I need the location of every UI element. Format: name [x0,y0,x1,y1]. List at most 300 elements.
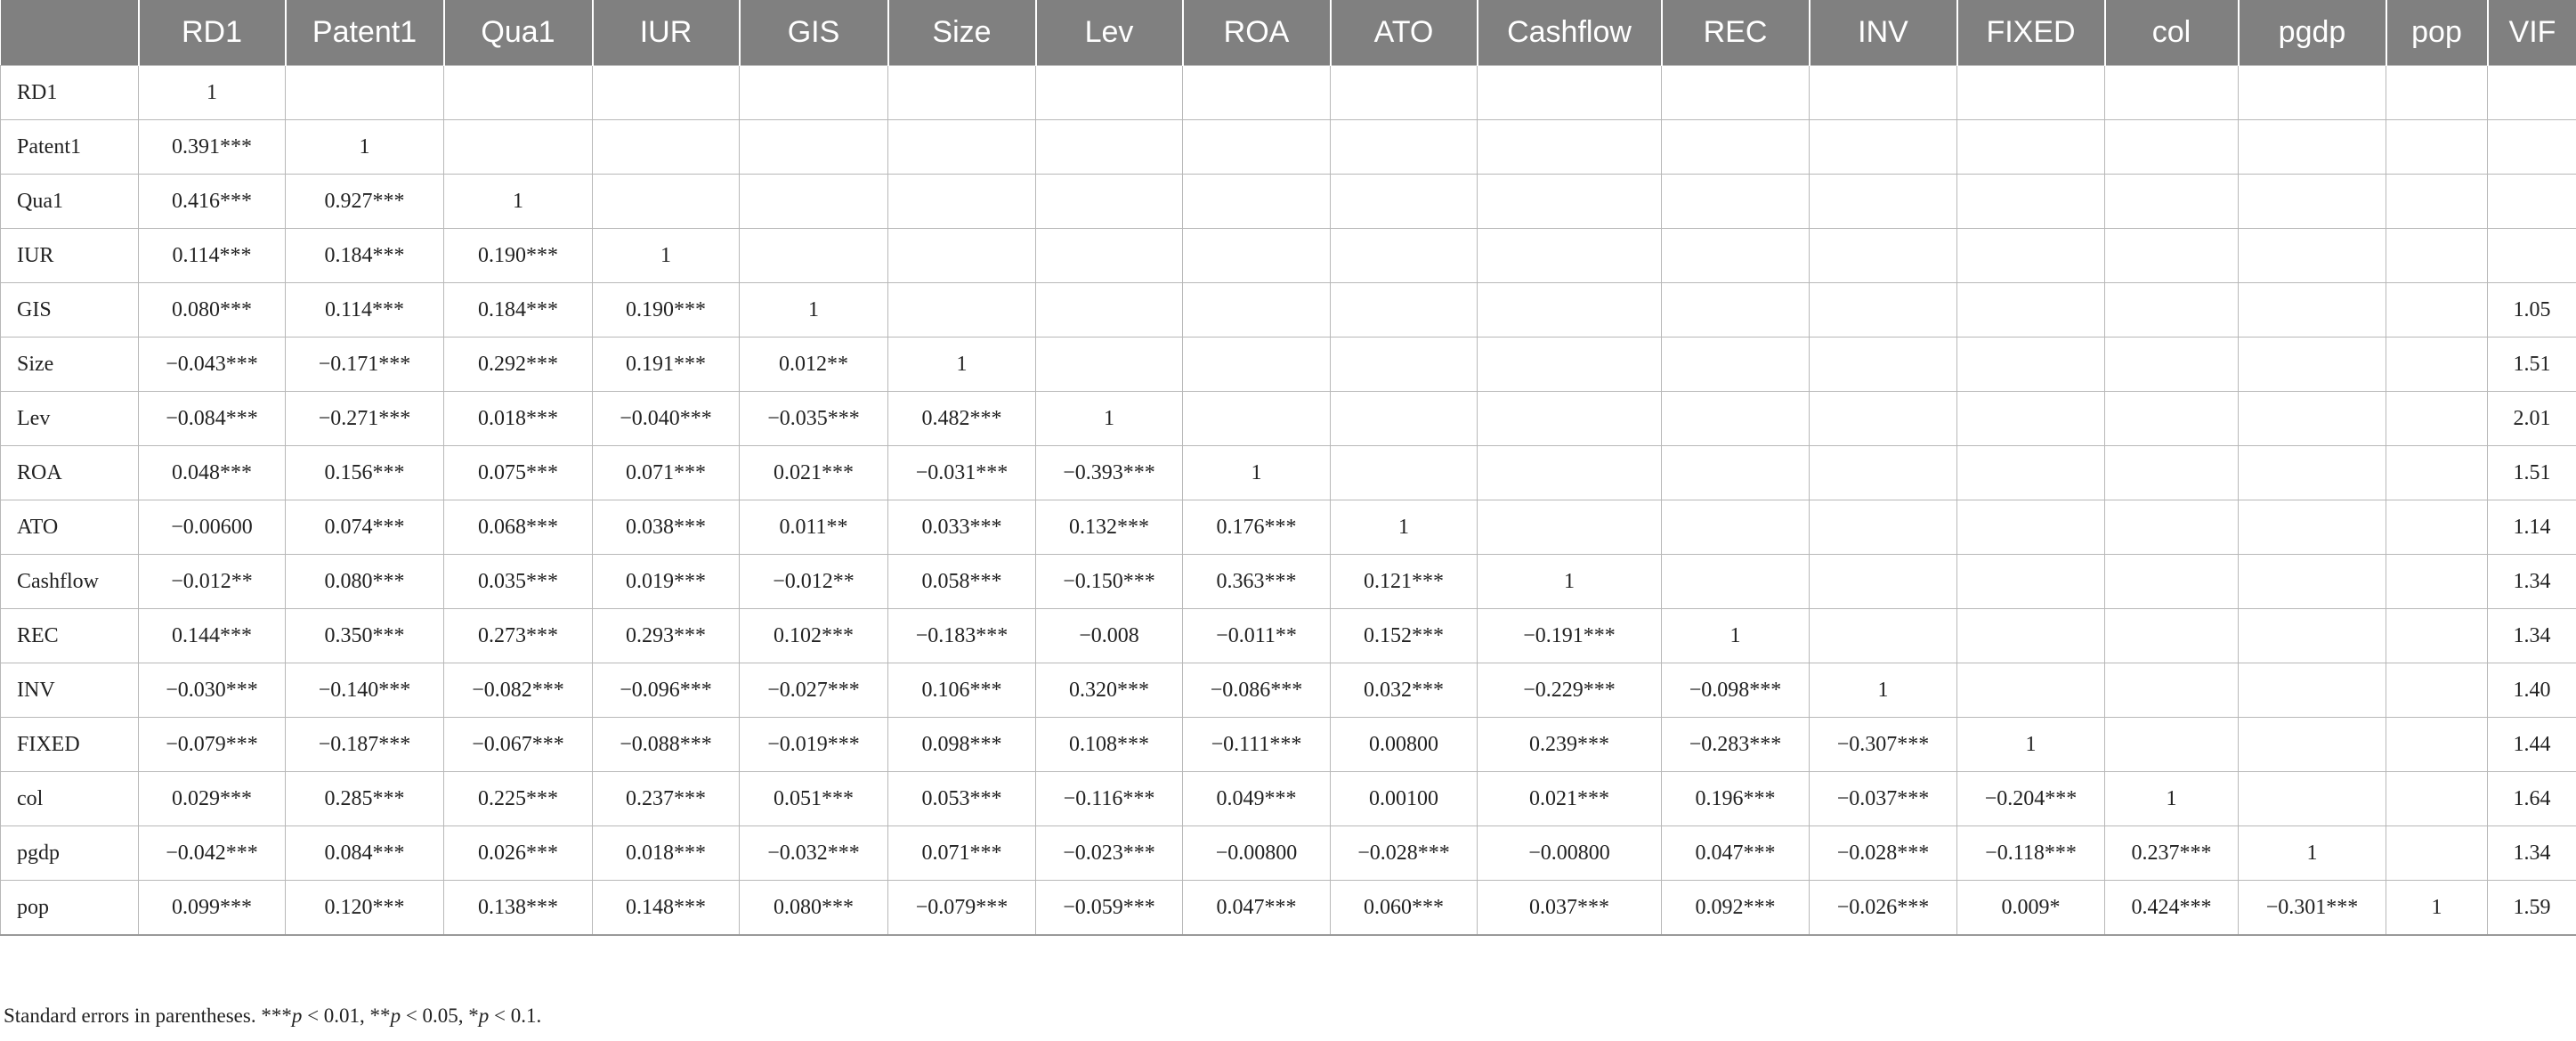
correlation-cell [2239,338,2386,392]
correlation-cell [1810,66,1957,120]
correlation-cell: 0.080*** [286,555,444,609]
correlation-cell: 0.00800 [1331,718,1478,772]
table-row [1,229,2576,283]
correlation-cell: 0.071*** [593,446,740,500]
vif-cell: 1.51 [2488,338,2576,392]
footnote-threshold-3: < 0.1. [489,1004,542,1027]
correlation-cell [2239,663,2386,718]
vif-cell: 1.51 [2488,446,2576,500]
correlation-cell: 0.047*** [1662,826,1810,881]
column-header: pop [2386,0,2488,66]
correlation-cell: −0.140*** [286,663,444,718]
correlation-cell [1331,338,1478,392]
correlation-cell [1957,500,2105,555]
correlation-cell: 0.032*** [1331,663,1478,718]
correlation-cell [1331,120,1478,175]
correlation-cell: 0.144*** [139,609,286,663]
correlation-cell: −0.171*** [286,338,444,392]
correlation-cell: 0.424*** [2105,881,2239,936]
correlation-cell: −0.035*** [740,392,888,446]
correlation-cell [2386,338,2488,392]
correlation-cell: 0.927*** [286,175,444,229]
vif-cell: 1.05 [2488,283,2576,338]
table-row [1,392,2576,446]
vif-cell: 1.40 [2488,663,2576,718]
correlation-cell [1478,229,1662,283]
correlation-cell [286,66,444,120]
correlation-cell [1810,283,1957,338]
table-row [1,120,2576,175]
correlation-cell: 0.108*** [1036,718,1183,772]
vif-cell: 1.34 [2488,609,2576,663]
correlation-cell: −0.301*** [2239,881,2386,936]
correlation-cell: 0.074*** [286,500,444,555]
correlation-cell: −0.393*** [1036,446,1183,500]
correlation-cell: 0.038*** [593,500,740,555]
column-header: Size [888,0,1036,66]
vif-cell [2488,229,2576,283]
correlation-cell: 1 [444,175,593,229]
row-label: Patent1 [1,120,139,175]
correlation-cell: −0.026*** [1810,881,1957,936]
correlation-cell [2239,392,2386,446]
correlation-cell [593,175,740,229]
correlation-cell: 0.239*** [1478,718,1662,772]
row-label: INV [1,663,139,718]
correlation-cell [740,120,888,175]
correlation-cell: 0.049*** [1183,772,1331,826]
row-label: Qua1 [1,175,139,229]
correlation-cell [2105,609,2239,663]
correlation-cell: 0.068*** [444,500,593,555]
row-label: Lev [1,392,139,446]
correlation-cell [1331,283,1478,338]
correlation-cell [1957,663,2105,718]
correlation-cell [2386,772,2488,826]
correlation-cell: −0.116*** [1036,772,1183,826]
correlation-cell: 0.026*** [444,826,593,881]
correlation-cell: 1 [1478,555,1662,609]
correlation-cell: 1 [1662,609,1810,663]
correlation-cell: 0.047*** [1183,881,1331,936]
correlation-cell: −0.067*** [444,718,593,772]
row-label: IUR [1,229,139,283]
correlation-cell [2105,175,2239,229]
correlation-cell: −0.150*** [1036,555,1183,609]
correlation-cell [2105,446,2239,500]
correlation-cell: −0.059*** [1036,881,1183,936]
correlation-cell [1810,175,1957,229]
correlation-cell [1478,392,1662,446]
correlation-cell [593,66,740,120]
table-header [1,0,2576,66]
correlation-cell [1183,392,1331,446]
correlation-cell [2386,66,2488,120]
correlation-cell: −0.028*** [1810,826,1957,881]
correlation-cell [2386,392,2488,446]
correlation-cell [2386,718,2488,772]
correlation-cell: −0.031*** [888,446,1036,500]
correlation-cell [888,120,1036,175]
correlation-cell [1810,609,1957,663]
correlation-cell: −0.023*** [1036,826,1183,881]
correlation-cell: 0.285*** [286,772,444,826]
correlation-cell [593,120,740,175]
correlation-cell: −0.271*** [286,392,444,446]
correlation-cell [1810,500,1957,555]
correlation-cell [1957,392,2105,446]
table-row [1,500,2576,555]
vif-cell: 2.01 [2488,392,2576,446]
correlation-cell: −0.028*** [1331,826,1478,881]
correlation-cell [1036,66,1183,120]
row-label: col [1,772,139,826]
correlation-cell [1662,283,1810,338]
correlation-cell: 0.121*** [1331,555,1478,609]
correlation-cell: 1 [2239,826,2386,881]
correlation-cell: 0.053*** [888,772,1036,826]
correlation-cell: 0.019*** [593,555,740,609]
vif-cell [2488,120,2576,175]
correlation-cell: −0.019*** [740,718,888,772]
vif-cell: 1.44 [2488,718,2576,772]
table-footnote [4,1004,541,1028]
correlation-cell: 0.092*** [1662,881,1810,936]
correlation-cell [1662,229,1810,283]
row-label: REC [1,609,139,663]
correlation-cell: 0.184*** [444,283,593,338]
column-header: Cashflow [1478,0,1662,66]
correlation-cell [1957,555,2105,609]
correlation-cell: −0.183*** [888,609,1036,663]
correlation-cell: 0.075*** [444,446,593,500]
correlation-cell: −0.088*** [593,718,740,772]
row-label: pgdp [1,826,139,881]
correlation-cell: 0.132*** [1036,500,1183,555]
correlation-cell: 0.021*** [740,446,888,500]
correlation-cell: −0.027*** [740,663,888,718]
correlation-cell: 0.416*** [139,175,286,229]
correlation-cell: 0.190*** [593,283,740,338]
column-header: col [2105,0,2239,66]
correlation-cell [1331,66,1478,120]
footnote-p-symbol: p [478,1004,490,1027]
correlation-cell: 0.018*** [444,392,593,446]
correlation-cell: 0.012** [740,338,888,392]
correlation-cell [1810,392,1957,446]
column-header: ATO [1331,0,1478,66]
footnote-threshold-2: < 0.05, * [401,1004,479,1027]
correlation-cell [1810,338,1957,392]
correlation-cell: 0.021*** [1478,772,1662,826]
correlation-cell: −0.079*** [888,881,1036,936]
column-header: ROA [1183,0,1331,66]
vif-cell: 1.64 [2488,772,2576,826]
correlation-cell [888,229,1036,283]
correlation-cell [1331,392,1478,446]
correlation-cell [2386,555,2488,609]
correlation-cell: 0.176*** [1183,500,1331,555]
correlation-cell: −0.307*** [1810,718,1957,772]
correlation-cell [1662,66,1810,120]
row-label: GIS [1,283,139,338]
correlation-cell: 1 [1331,500,1478,555]
column-header: Patent1 [286,0,444,66]
correlation-cell [2105,663,2239,718]
row-label: ROA [1,446,139,500]
correlation-cell [2105,338,2239,392]
correlation-cell: 0.138*** [444,881,593,936]
correlation-cell: −0.011** [1183,609,1331,663]
column-header: FIXED [1957,0,2105,66]
footnote-p-symbol: p [291,1004,303,1027]
correlation-cell: 0.029*** [139,772,286,826]
correlation-cell [444,66,593,120]
correlation-cell: 0.190*** [444,229,593,283]
correlation-cell [2105,229,2239,283]
correlation-cell [1957,229,2105,283]
table-row [1,446,2576,500]
correlation-cell [1957,120,2105,175]
correlation-cell: −0.204*** [1957,772,2105,826]
vif-cell: 1.34 [2488,555,2576,609]
correlation-cell: 0.106*** [888,663,1036,718]
table-row [1,283,2576,338]
correlation-cell [1662,120,1810,175]
correlation-cell: 1 [1957,718,2105,772]
correlation-cell [2105,66,2239,120]
correlation-cell: 0.102*** [740,609,888,663]
table-row [1,826,2576,881]
correlation-cell [1957,338,2105,392]
correlation-cell: 0.120*** [286,881,444,936]
table-body [1,66,2576,936]
correlation-cell [1957,446,2105,500]
correlation-cell: 0.099*** [139,881,286,936]
vif-cell: 1.14 [2488,500,2576,555]
correlation-cell: 1 [2386,881,2488,936]
correlation-cell: −0.042*** [139,826,286,881]
table-row [1,718,2576,772]
correlation-cell [1183,175,1331,229]
correlation-cell [1957,66,2105,120]
correlation-cell [2386,175,2488,229]
correlation-cell: −0.012** [740,555,888,609]
correlation-cell [2386,446,2488,500]
table-row [1,772,2576,826]
correlation-cell [1662,500,1810,555]
column-header: INV [1810,0,1957,66]
correlation-cell: −0.229*** [1478,663,1662,718]
correlation-cell: 1 [593,229,740,283]
correlation-cell: 0.225*** [444,772,593,826]
correlation-cell [1036,229,1183,283]
correlation-cell [2239,772,2386,826]
correlation-cell [1183,229,1331,283]
correlation-cell: 0.035*** [444,555,593,609]
correlation-cell [2239,120,2386,175]
correlation-cell: 0.051*** [740,772,888,826]
correlation-cell [2386,826,2488,881]
correlation-cell [2239,283,2386,338]
correlation-cell: 0.292*** [444,338,593,392]
correlation-cell: 0.114*** [139,229,286,283]
correlation-cell: −0.012** [139,555,286,609]
correlation-cell: −0.043*** [139,338,286,392]
correlation-cell: 0.018*** [593,826,740,881]
correlation-cell [1331,446,1478,500]
correlation-cell [740,66,888,120]
column-header: Qua1 [444,0,593,66]
correlation-cell [2386,283,2488,338]
correlation-cell [1183,120,1331,175]
correlation-cell [1478,120,1662,175]
correlation-cell [1662,392,1810,446]
correlation-cell: 0.114*** [286,283,444,338]
vif-cell: 1.34 [2488,826,2576,881]
correlation-cell: 0.058*** [888,555,1036,609]
row-label: RD1 [1,66,139,120]
correlation-cell [2105,392,2239,446]
correlation-cell [1183,66,1331,120]
correlation-cell: 0.156*** [286,446,444,500]
correlation-cell: −0.030*** [139,663,286,718]
correlation-cell [1036,338,1183,392]
row-label: Size [1,338,139,392]
column-header: IUR [593,0,740,66]
correlation-cell [1478,175,1662,229]
correlation-cell: 0.191*** [593,338,740,392]
vif-cell [2488,66,2576,120]
correlation-cell: −0.079*** [139,718,286,772]
correlation-cell [2386,609,2488,663]
correlation-cell [1331,229,1478,283]
column-header: VIF [2488,0,2576,66]
correlation-cell [1810,446,1957,500]
correlation-cell [2386,229,2488,283]
vif-cell [2488,175,2576,229]
table-row [1,175,2576,229]
correlation-cell [1478,283,1662,338]
correlation-cell: 0.009* [1957,881,2105,936]
correlation-cell: 1 [139,66,286,120]
correlation-cell: 1 [888,338,1036,392]
correlation-cell: 1 [1810,663,1957,718]
correlation-cell [1662,338,1810,392]
correlation-cell: −0.040*** [593,392,740,446]
correlation-cell [1810,229,1957,283]
correlation-cell: 0.148*** [593,881,740,936]
correlation-cell [1036,283,1183,338]
header-row [1,0,2576,66]
correlation-cell: −0.118*** [1957,826,2105,881]
header-cell-blank [1,0,139,66]
correlation-cell: 0.350*** [286,609,444,663]
correlation-cell [2105,500,2239,555]
row-label: Cashflow [1,555,139,609]
table-row [1,663,2576,718]
column-header: GIS [740,0,888,66]
table-row [1,609,2576,663]
correlation-cell [1331,175,1478,229]
correlation-cell: 1 [286,120,444,175]
correlation-cell: −0.111*** [1183,718,1331,772]
correlation-cell: 0.482*** [888,392,1036,446]
correlation-cell [2386,663,2488,718]
correlation-cell: 0.011** [740,500,888,555]
correlation-cell: 0.037*** [1478,881,1662,936]
correlation-cell: 0.237*** [2105,826,2239,881]
correlation-cell: 0.060*** [1331,881,1478,936]
table-row [1,555,2576,609]
correlation-cell [2239,66,2386,120]
correlation-cell: 0.293*** [593,609,740,663]
correlation-cell [888,283,1036,338]
correlation-cell [1662,555,1810,609]
table-row [1,881,2576,936]
correlation-cell: 0.080*** [740,881,888,936]
correlation-cell [740,175,888,229]
correlation-cell: 1 [2105,772,2239,826]
correlation-cell: 0.084*** [286,826,444,881]
footnote-lead: Standard errors in parentheses. *** [4,1004,292,1027]
correlation-cell [1810,555,1957,609]
correlation-cell [2239,446,2386,500]
column-header: REC [1662,0,1810,66]
correlation-cell: 0.391*** [139,120,286,175]
correlation-cell [1662,175,1810,229]
correlation-cell: 0.071*** [888,826,1036,881]
correlation-cell: −0.283*** [1662,718,1810,772]
correlation-cell [2386,500,2488,555]
correlation-cell [1478,500,1662,555]
correlation-cell [1183,283,1331,338]
correlation-cell [1478,338,1662,392]
correlation-cell: 0.080*** [139,283,286,338]
correlation-cell [1810,120,1957,175]
correlation-cell [2239,500,2386,555]
correlation-cell [2105,555,2239,609]
correlation-cell: 0.320*** [1036,663,1183,718]
correlation-cell: 0.033*** [888,500,1036,555]
correlation-cell: −0.00800 [1478,826,1662,881]
correlation-cell: −0.032*** [740,826,888,881]
correlation-cell [1183,338,1331,392]
correlation-cell: −0.187*** [286,718,444,772]
correlation-cell: 1 [740,283,888,338]
correlation-cell: −0.084*** [139,392,286,446]
correlation-cell: 0.273*** [444,609,593,663]
vif-cell: 1.59 [2488,881,2576,936]
row-label: pop [1,881,139,936]
correlation-cell [2105,120,2239,175]
correlation-cell: 1 [1183,446,1331,500]
footnote-p-symbol: p [390,1004,401,1027]
correlation-cell [2239,609,2386,663]
correlation-cell [1957,609,2105,663]
correlation-cell: −0.098*** [1662,663,1810,718]
correlation-cell: −0.191*** [1478,609,1662,663]
correlation-cell [1036,120,1183,175]
correlation-cell: −0.00800 [1183,826,1331,881]
correlation-cell [1036,175,1183,229]
correlation-cell: 0.00100 [1331,772,1478,826]
correlation-cell: 0.184*** [286,229,444,283]
correlation-cell [2105,718,2239,772]
correlation-cell [2239,175,2386,229]
correlation-cell: 0.098*** [888,718,1036,772]
correlation-cell: 0.363*** [1183,555,1331,609]
